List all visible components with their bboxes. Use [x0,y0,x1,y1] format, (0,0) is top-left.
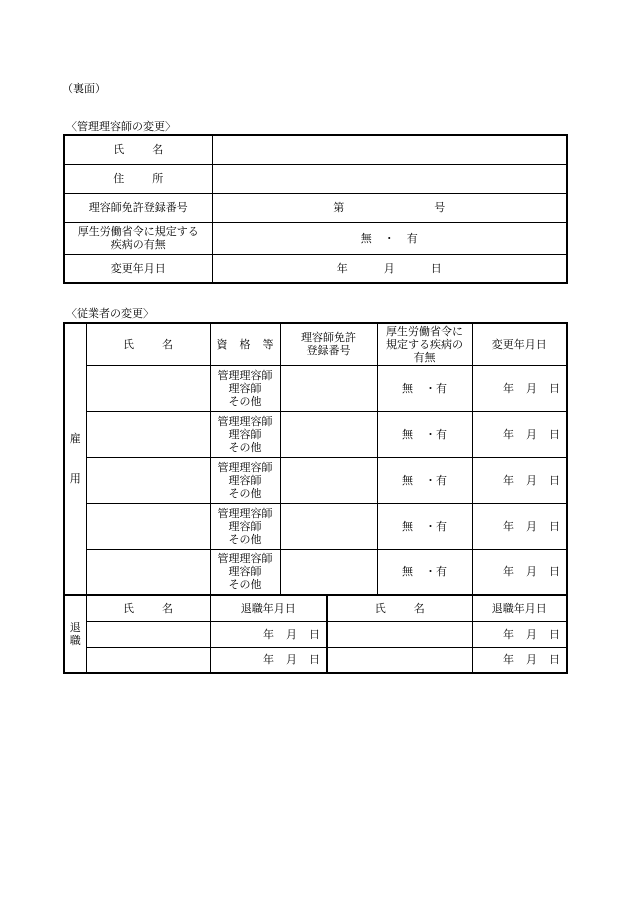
manager-disease-field[interactable]: 無 ・ 有 [212,222,567,254]
page-side-label: （裏面） [62,82,106,95]
disease-cell[interactable]: 無 ・有 [377,365,472,411]
retire-date-cell-2[interactable]: 年 月 日 [472,647,567,673]
retire-name-cell-2[interactable] [327,621,472,647]
header-name: 氏 名 [86,323,210,365]
retire-name-cell[interactable] [86,647,210,673]
employee-row [64,549,567,595]
change-date-cell[interactable]: 年 月 日 [472,503,567,549]
employee-name-cell[interactable] [86,457,210,503]
retire-header-date: 退職年月日 [210,595,327,621]
qualification-cell[interactable]: 管理理容師 理容師 その他 [210,503,280,549]
header-license-number: 理容師免許 登録番号 [280,323,377,365]
manager-address-label: 住 所 [64,164,212,193]
manager-disease-label: 厚生労働省令に規定する 疾病の有無 [64,222,212,254]
retire-date-cell[interactable]: 年 月 日 [210,647,327,673]
employee-row [64,503,567,549]
employee-section-heading: 〈従業者の変更〉 [66,307,154,320]
employee-header-row [64,323,567,365]
header-change-date: 変更年月日 [472,323,567,365]
manager-change-date-field[interactable]: 年 月 日 [212,254,567,283]
change-date-cell[interactable]: 年 月 日 [472,411,567,457]
qualification-cell[interactable]: 管理理容師 理容師 その他 [210,457,280,503]
manager-section-heading: 〈管理理容師の変更〉 [66,120,176,133]
manager-license-row [64,193,567,222]
manager-change-date-row [64,254,567,283]
manager-change-table [63,134,568,284]
retire-name-cell-2[interactable] [327,647,472,673]
retire-header-name: 氏 名 [86,595,210,621]
retire-date-cell[interactable]: 年 月 日 [210,621,327,647]
retire-row [64,647,567,673]
qualification-cell[interactable]: 管理理容師 理容師 その他 [210,411,280,457]
header-disease: 厚生労働省令に 規定する疾病の 有無 [377,323,472,365]
employee-name-cell[interactable] [86,365,210,411]
employee-row [64,411,567,457]
employee-row [64,365,567,411]
employee-name-cell[interactable] [86,549,210,595]
retire-name-cell[interactable] [86,621,210,647]
change-date-cell[interactable]: 年 月 日 [472,549,567,595]
manager-address-row [64,164,567,193]
disease-cell[interactable]: 無 ・有 [377,457,472,503]
disease-cell[interactable]: 無 ・有 [377,411,472,457]
qualification-cell[interactable]: 管理理容師 理容師 その他 [210,549,280,595]
employee-row [64,457,567,503]
retire-side-label: 退 職 [64,595,86,673]
change-date-cell[interactable]: 年 月 日 [472,457,567,503]
employee-name-cell[interactable] [86,503,210,549]
retire-header-row [64,595,567,621]
qualification-cell[interactable]: 管理理容師 理容師 その他 [210,365,280,411]
license-number-cell[interactable] [280,411,377,457]
manager-address-field[interactable] [212,164,567,193]
disease-cell[interactable]: 無 ・有 [377,503,472,549]
license-number-cell[interactable] [280,549,377,595]
header-qualification: 資 格 等 [210,323,280,365]
employee-change-table [63,322,568,674]
manager-disease-row [64,222,567,254]
retire-header-name-2: 氏 名 [327,595,472,621]
disease-cell[interactable]: 無 ・有 [377,549,472,595]
license-number-cell[interactable] [280,457,377,503]
change-date-cell[interactable]: 年 月 日 [472,365,567,411]
manager-name-field[interactable] [212,135,567,164]
license-number-cell[interactable] [280,503,377,549]
manager-name-row [64,135,567,164]
retire-row [64,621,567,647]
manager-name-label: 氏 名 [64,135,212,164]
license-number-cell[interactable] [280,365,377,411]
employee-name-cell[interactable] [86,411,210,457]
employ-side-label: 雇 用 [64,323,86,595]
retire-header-date-2: 退職年月日 [472,595,567,621]
manager-change-date-label: 変更年月日 [64,254,212,283]
manager-license-field[interactable]: 第 号 [212,193,567,222]
manager-license-label: 理容師免許登録番号 [64,193,212,222]
retire-date-cell-2[interactable]: 年 月 日 [472,621,567,647]
